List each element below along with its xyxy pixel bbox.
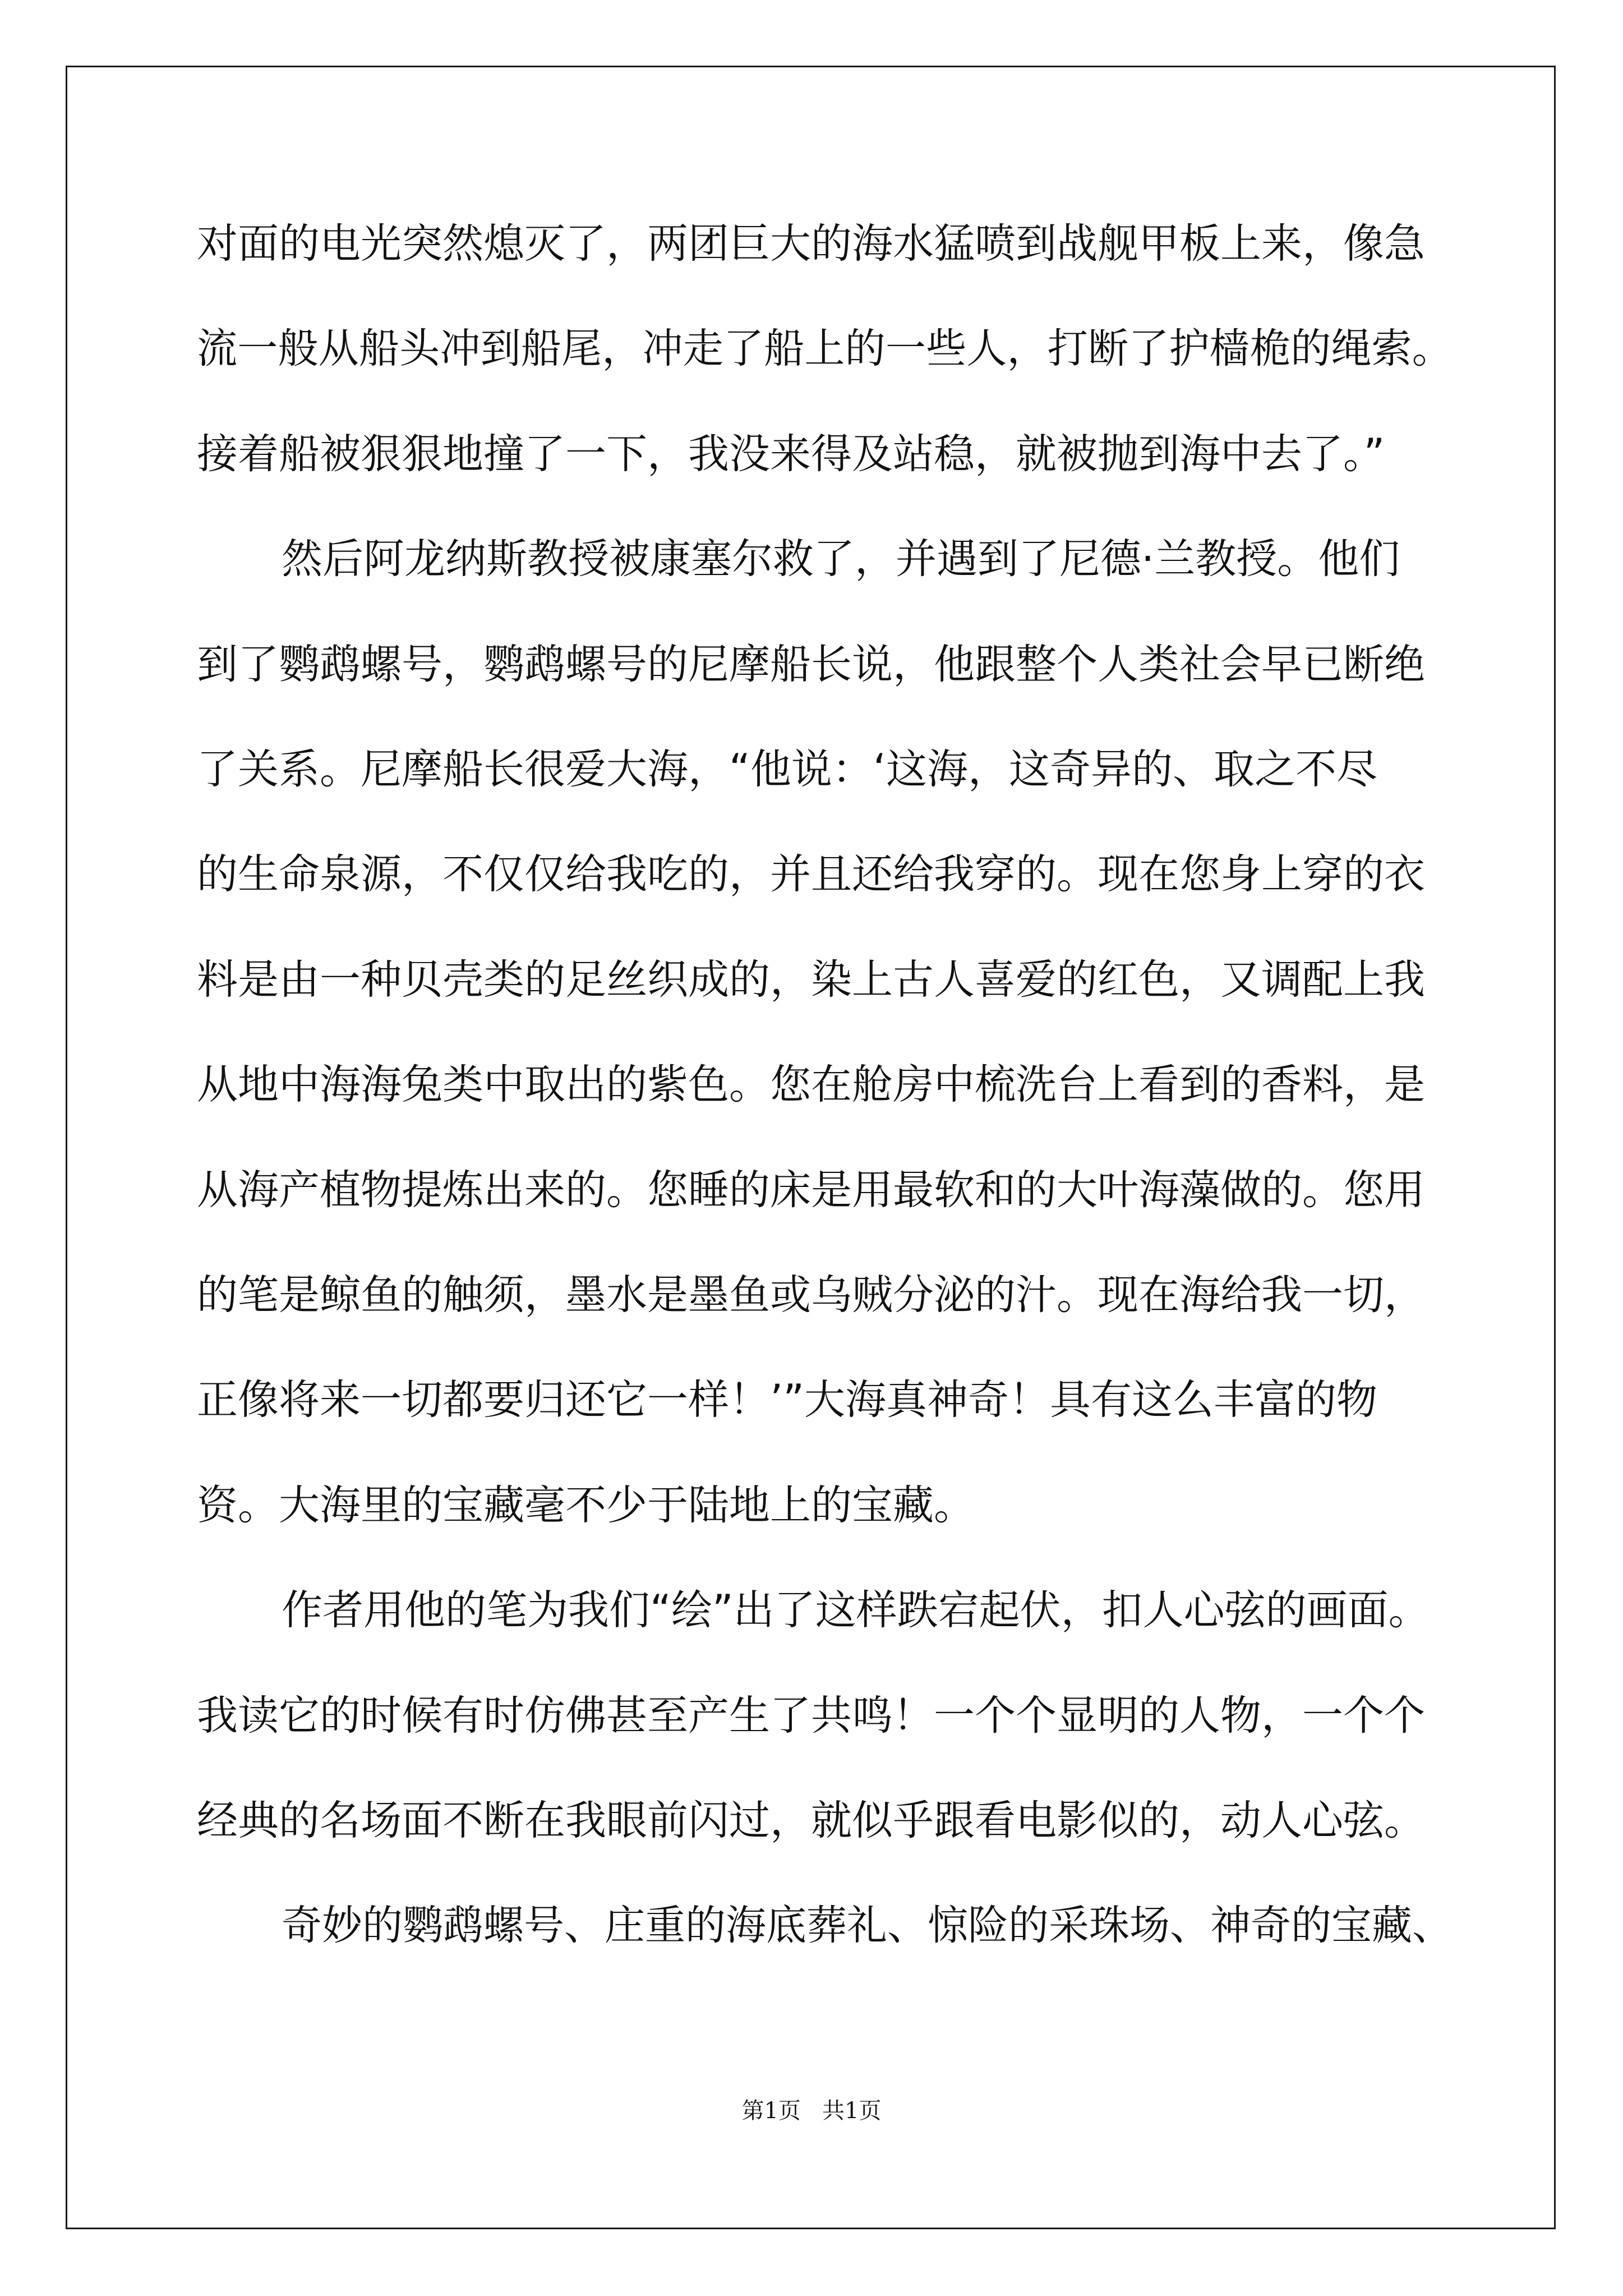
text-line: 的笔是鲸鱼的触须，墨水是墨鱼或乌贼分泌的汁。现在海给我一切， xyxy=(197,1271,1425,1319)
text-line: 资。大海里的宝藏毫不少于陆地上的宝藏。 xyxy=(197,1481,975,1529)
text-line: 我读它的时候有时仿佛甚至产生了共鸣！一个个显明的人物，一个个 xyxy=(197,1692,1425,1740)
paragraph-start-line: 作者用他的笔为我们“绘”出了这样跌宕起伏，扣人心弦的画面。 xyxy=(282,1586,1430,1634)
text-line: 了关系。尼摩船长很爱大海，“他说：‘这海，这奇异的、取之不尽 xyxy=(197,746,1378,793)
text-line: 经典的名场面不断在我眼前闪过，就似乎跟看电影似的，动人心弦。 xyxy=(197,1797,1425,1844)
text-line: 到了鹦鹉螺号，鹦鹉螺号的尼摩船长说，他跟整个人类社会早已断绝 xyxy=(197,641,1425,688)
page-number-footer: 第1页 共1页 xyxy=(741,2098,882,2124)
paragraph-start-line: 然后阿龙纳斯教授被康塞尔救了，并遇到了尼德·兰教授。他们 xyxy=(282,535,1400,583)
text-line: 料是由一种贝壳类的足丝织成的，染上古人喜爱的红色，又调配上我 xyxy=(197,956,1425,1004)
text-line: 从地中海海兔类中取出的紫色。您在舱房中梳洗台上看到的香料，是 xyxy=(197,1061,1425,1108)
text-line: 接着船被狠狠地撞了一下，我没来得及站稳，就被抛到海中去了。” xyxy=(197,430,1385,478)
paragraph-start-line: 奇妙的鹦鹉螺号、庄重的海底葬礼、惊险的采珠场、神奇的宝藏、 xyxy=(282,1902,1453,1949)
text-line: 流一般从船头冲到船尾，冲走了船上的一些人，打断了护樯桅的绳索。 xyxy=(197,325,1453,372)
text-line: 对面的电光突然熄灭了，两团巨大的海水猛喷到战舰甲板上来，像急 xyxy=(197,220,1425,268)
text-line: 正像将来一切都要归还它一样！’”大海真神奇！具有这么丰富的物 xyxy=(197,1376,1378,1424)
text-line: 从海产植物提炼出来的。您睡的床是用最软和的大叶海藻做的。您用 xyxy=(197,1166,1425,1214)
text-line: 的生命泉源，不仅仅给我吃的，并且还给我穿的。现在您身上穿的衣 xyxy=(197,850,1425,898)
